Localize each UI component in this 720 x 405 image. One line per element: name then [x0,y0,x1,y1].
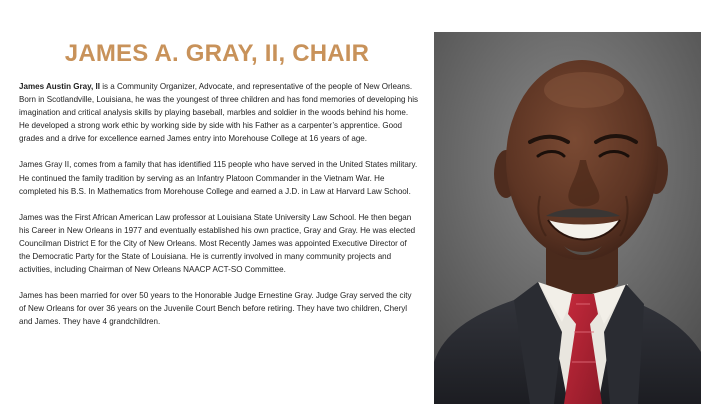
bio-name-lead: James Austin Gray, II [19,82,100,91]
bio-paragraph-2: James Gray II, comes from a family that has identified 115 people who have served in the United States military. He continued the family tradition by serving as an Infantry Platoon Commander in the Vietnam War. He completed his B.S. In Mathematics from Morehouse College and earned a J.D. in Law at Harvard Law School. [19,160,418,196]
bio-paragraph-1-text: is a Community Organizer, Advocate, and representative of the people of New Orleans. Born in Scotlandville, Louisiana, he was the youngest of three children and has fond memories of developing his imagination and critical analysis skills by playing baseball, marbles and soldier in the woods behind his home. He developed a strong work ethic by working side by side with his Father as a carpenter’s apprentice. Good grades and a drive for excellence earned James entry into Morehouse College at 16 years of age. [19,82,419,144]
bio-paragraph-4: James has been married for over 50 years to the Honorable Judge Ernestine Gray. Judge Gray served the city of New Orleans for over 36 years on the Juvenile Court Bench before retiring. They have two children, Cheryl and James. They have 4 grandchildren. [19,291,412,327]
bio-paragraph-3: James was the First African American Law professor at Louisiana State University Law School. He then began his Career in New Orleans in 1977 and eventually established his own practice, Gray and Gray. He was elected Councilman District E for the City of New Orleans. Most Recently James was appointed Executive Director of the Democratic Party for the State of Louisiana. He is currently involved in many community projects and activities, including Chairman of New Orleans NAACP ACT-SO Committee. [19,212,416,275]
portrait-photo [434,32,701,404]
bio-paragraph-1 [19,80,419,145]
page-title: JAMES A. GRAY, II, CHAIR [64,40,370,67]
biography-text [19,80,419,342]
